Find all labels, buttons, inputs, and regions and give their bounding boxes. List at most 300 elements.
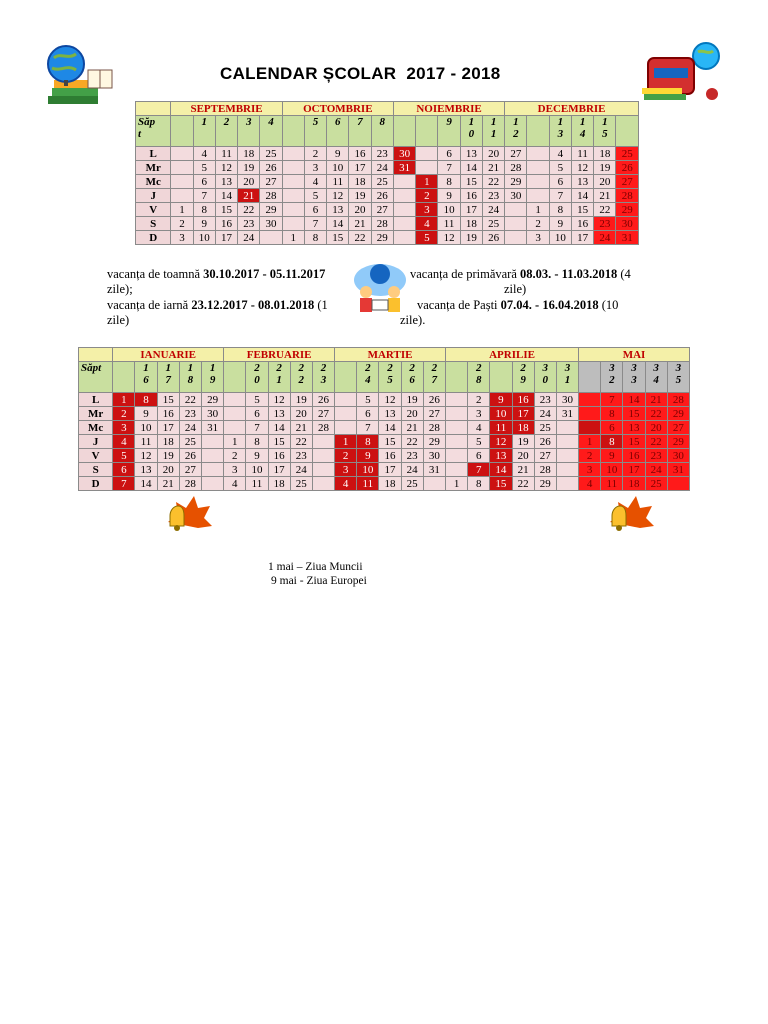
vacation-autumn-days: zile); [107, 282, 133, 296]
date-cell: 29 [505, 175, 527, 189]
week-number: 1 2 [505, 116, 527, 147]
date-cell: 14 [215, 189, 237, 203]
date-cell: 27 [371, 203, 393, 217]
vacation-winter-dates: 23.12.2017 - 08.01.2018 [191, 298, 315, 312]
date-cell: 28 [505, 161, 527, 175]
date-cell: 5 [357, 393, 379, 407]
date-cell: 13 [268, 407, 290, 421]
month-header: IANUARIE [113, 348, 224, 362]
date-cell: 22 [512, 477, 534, 491]
date-cell: 12 [571, 161, 593, 175]
date-cell [556, 477, 578, 491]
date-cell: 11 [438, 217, 460, 231]
date-cell: 11 [571, 147, 593, 161]
week-number [490, 362, 512, 393]
date-cell: 2 [304, 147, 326, 161]
date-cell [260, 231, 282, 245]
vacation-winter-days: zile) [107, 313, 130, 327]
date-cell: 7 [113, 477, 135, 491]
date-cell: 5 [549, 161, 571, 175]
date-cell: 18 [379, 477, 401, 491]
date-cell: 29 [423, 435, 445, 449]
date-cell [282, 161, 304, 175]
week-number [616, 116, 639, 147]
date-cell: 19 [460, 231, 482, 245]
date-cell: 6 [304, 203, 326, 217]
date-cell: 14 [268, 421, 290, 435]
date-cell: 18 [268, 477, 290, 491]
date-cell [201, 435, 223, 449]
date-cell: 4 [113, 435, 135, 449]
date-cell: 21 [482, 161, 504, 175]
date-cell: 6 [438, 147, 460, 161]
date-cell: 8 [601, 407, 623, 421]
date-cell: 1 [282, 231, 304, 245]
week-number [416, 116, 438, 147]
day-label: S [136, 217, 171, 231]
date-cell: 11 [246, 477, 268, 491]
date-cell: 28 [667, 393, 689, 407]
date-cell: 10 [135, 421, 157, 435]
date-cell: 30 [393, 147, 415, 161]
date-cell [282, 217, 304, 231]
vacation-winter-tail: (1 [314, 298, 328, 312]
date-cell: 22 [401, 435, 423, 449]
date-cell: 19 [157, 449, 179, 463]
date-cell [416, 161, 438, 175]
date-cell: 25 [401, 477, 423, 491]
date-cell: 24 [290, 463, 312, 477]
date-cell: 6 [246, 407, 268, 421]
vacation-autumn-dates: 30.10.2017 - 05.11.2017 [203, 267, 326, 281]
date-cell: 2 [224, 449, 246, 463]
month-header: APRILIE [445, 348, 578, 362]
date-cell: 22 [290, 435, 312, 449]
date-cell: 9 [490, 393, 512, 407]
date-cell [312, 435, 334, 449]
week-number: 1 4 [571, 116, 593, 147]
date-cell [527, 175, 549, 189]
month-header: MAI [579, 348, 690, 362]
month-header: SEPTEMBRIE [171, 102, 282, 116]
date-cell: 13 [327, 203, 349, 217]
date-cell: 1 [527, 203, 549, 217]
date-cell [224, 393, 246, 407]
date-cell [312, 463, 334, 477]
date-cell: 24 [534, 407, 556, 421]
date-cell: 29 [201, 393, 223, 407]
date-cell: 3 [527, 231, 549, 245]
date-cell: 25 [616, 147, 639, 161]
date-cell: 11 [327, 175, 349, 189]
date-cell: 12 [215, 161, 237, 175]
date-cell: 18 [623, 477, 645, 491]
day-label: Mc [136, 175, 171, 189]
date-cell: 13 [379, 407, 401, 421]
date-cell: 17 [460, 203, 482, 217]
week-number: 2 2 [290, 362, 312, 393]
date-cell: 7 [246, 421, 268, 435]
date-cell [393, 231, 415, 245]
date-cell: 16 [460, 189, 482, 203]
date-cell: 9 [357, 449, 379, 463]
date-cell: 16 [349, 147, 371, 161]
week-number [224, 362, 246, 393]
date-cell: 2 [468, 393, 490, 407]
date-cell: 26 [482, 231, 504, 245]
date-cell: 23 [401, 449, 423, 463]
date-cell: 24 [594, 231, 616, 245]
date-cell: 16 [215, 217, 237, 231]
date-cell: 4 [335, 477, 357, 491]
date-cell: 3 [171, 231, 193, 245]
date-cell: 4 [304, 175, 326, 189]
date-cell: 27 [423, 407, 445, 421]
date-cell: 5 [193, 161, 215, 175]
vacation-spring-dates: 08.03. - 11.03.2018 [520, 267, 618, 281]
date-cell: 2 [171, 217, 193, 231]
date-cell [171, 161, 193, 175]
date-cell: 26 [260, 161, 282, 175]
date-cell: 2 [416, 189, 438, 203]
date-cell: 20 [157, 463, 179, 477]
date-cell: 22 [594, 203, 616, 217]
date-cell: 1 [113, 393, 135, 407]
date-cell: 28 [423, 421, 445, 435]
date-cell [667, 477, 689, 491]
date-cell: 10 [601, 463, 623, 477]
date-cell: 31 [556, 407, 578, 421]
date-cell: 9 [549, 217, 571, 231]
date-cell: 17 [571, 231, 593, 245]
date-cell: 17 [512, 407, 534, 421]
date-cell: 1 [335, 435, 357, 449]
date-cell: 12 [379, 393, 401, 407]
date-cell: 13 [571, 175, 593, 189]
week-number: 9 [438, 116, 460, 147]
date-cell: 7 [601, 393, 623, 407]
date-cell: 3 [579, 463, 601, 477]
date-cell: 8 [438, 175, 460, 189]
holiday-list [268, 560, 367, 588]
date-cell: 10 [357, 463, 379, 477]
date-cell: 22 [645, 407, 667, 421]
date-cell: 4 [468, 421, 490, 435]
date-cell: 20 [401, 407, 423, 421]
date-cell: 19 [594, 161, 616, 175]
week-number: 5 [304, 116, 326, 147]
month-header: DECEMBRIE [505, 102, 639, 116]
vacation-spring [410, 267, 670, 297]
date-cell: 9 [193, 217, 215, 231]
date-cell: 15 [490, 477, 512, 491]
date-cell: 16 [571, 217, 593, 231]
autumn-bell-icon [162, 492, 214, 544]
week-number: 1 6 [135, 362, 157, 393]
date-cell: 9 [601, 449, 623, 463]
date-cell [282, 175, 304, 189]
date-cell: 25 [290, 477, 312, 491]
date-cell: 21 [512, 463, 534, 477]
day-label: Mr [136, 161, 171, 175]
date-cell: 14 [623, 393, 645, 407]
date-cell: 17 [379, 463, 401, 477]
date-cell: 6 [549, 175, 571, 189]
date-cell [505, 217, 527, 231]
date-cell: 27 [312, 407, 334, 421]
date-cell: 18 [349, 175, 371, 189]
day-label: Mr [79, 407, 113, 421]
date-cell: 9 [438, 189, 460, 203]
week-number: 3 4 [645, 362, 667, 393]
date-cell: 31 [667, 463, 689, 477]
day-label: V [136, 203, 171, 217]
date-cell: 28 [534, 463, 556, 477]
date-cell: 4 [579, 477, 601, 491]
date-cell [335, 407, 357, 421]
date-cell: 21 [349, 217, 371, 231]
date-cell: 8 [304, 231, 326, 245]
day-label: J [136, 189, 171, 203]
date-cell: 16 [157, 407, 179, 421]
date-cell: 10 [327, 161, 349, 175]
date-cell: 28 [260, 189, 282, 203]
date-cell [393, 217, 415, 231]
date-cell: 26 [312, 393, 334, 407]
date-cell: 5 [416, 231, 438, 245]
date-cell: 19 [512, 435, 534, 449]
week-number: 1 3 [549, 116, 571, 147]
date-cell: 10 [246, 463, 268, 477]
date-cell: 21 [290, 421, 312, 435]
day-label: L [136, 147, 171, 161]
week-number [113, 362, 135, 393]
date-cell: 6 [113, 463, 135, 477]
date-cell: 22 [179, 393, 201, 407]
date-cell [579, 407, 601, 421]
week-number: 3 3 [623, 362, 645, 393]
date-cell [335, 393, 357, 407]
month-header-spacer [79, 348, 113, 362]
date-cell [335, 421, 357, 435]
date-cell [505, 203, 527, 217]
date-cell: 11 [490, 421, 512, 435]
date-cell: 31 [393, 161, 415, 175]
date-cell: 18 [594, 147, 616, 161]
date-cell: 21 [157, 477, 179, 491]
week-number: 2 7 [423, 362, 445, 393]
date-cell: 7 [549, 189, 571, 203]
date-cell: 12 [135, 449, 157, 463]
date-cell [556, 449, 578, 463]
week-number: 1 8 [179, 362, 201, 393]
date-cell [282, 203, 304, 217]
date-cell [527, 189, 549, 203]
week-number: 1 0 [460, 116, 482, 147]
date-cell [445, 463, 467, 477]
date-cell [579, 393, 601, 407]
date-cell: 27 [260, 175, 282, 189]
date-cell [416, 147, 438, 161]
date-cell: 23 [594, 217, 616, 231]
week-number [282, 116, 304, 147]
date-cell: 29 [616, 203, 639, 217]
date-cell: 20 [645, 421, 667, 435]
date-cell: 12 [327, 189, 349, 203]
date-cell: 17 [215, 231, 237, 245]
week-number: 3 [238, 116, 260, 147]
vacation-spring-tail: (4 [617, 267, 631, 281]
date-cell: 23 [645, 449, 667, 463]
date-cell: 5 [468, 435, 490, 449]
week-number: 1 7 [157, 362, 179, 393]
date-cell: 2 [113, 407, 135, 421]
date-cell: 27 [179, 463, 201, 477]
date-cell: 12 [438, 231, 460, 245]
date-cell: 26 [179, 449, 201, 463]
week-number: 2 9 [512, 362, 534, 393]
date-cell: 30 [260, 217, 282, 231]
date-cell: 28 [371, 217, 393, 231]
date-cell: 15 [379, 435, 401, 449]
month-header: NOIEMBRIE [393, 102, 504, 116]
vacation-autumn [107, 267, 357, 297]
date-cell [445, 407, 467, 421]
week-label: Săpt [79, 362, 113, 393]
date-cell: 24 [238, 231, 260, 245]
date-cell: 31 [423, 463, 445, 477]
date-cell: 9 [135, 407, 157, 421]
date-cell: 25 [179, 435, 201, 449]
date-cell: 25 [482, 217, 504, 231]
date-cell: 6 [468, 449, 490, 463]
date-cell: 6 [193, 175, 215, 189]
date-cell [445, 449, 467, 463]
date-cell [393, 189, 415, 203]
month-header: MARTIE [335, 348, 446, 362]
date-cell: 8 [549, 203, 571, 217]
date-cell: 24 [482, 203, 504, 217]
date-cell: 4 [224, 477, 246, 491]
date-cell: 30 [667, 449, 689, 463]
date-cell: 28 [179, 477, 201, 491]
date-cell [201, 477, 223, 491]
date-cell: 19 [401, 393, 423, 407]
week-number [335, 362, 357, 393]
calendar-table-autumn [135, 101, 639, 245]
date-cell: 12 [268, 393, 290, 407]
date-cell [527, 161, 549, 175]
day-label: L [79, 393, 113, 407]
date-cell: 18 [238, 147, 260, 161]
week-number: 3 5 [667, 362, 689, 393]
date-cell: 7 [357, 421, 379, 435]
date-cell [445, 435, 467, 449]
date-cell: 15 [460, 175, 482, 189]
date-cell: 14 [379, 421, 401, 435]
date-cell [171, 175, 193, 189]
calendar-table-spring [78, 347, 690, 491]
day-label: S [79, 463, 113, 477]
date-cell: 27 [534, 449, 556, 463]
date-cell: 3 [468, 407, 490, 421]
date-cell: 7 [304, 217, 326, 231]
date-cell: 18 [512, 421, 534, 435]
date-cell [393, 203, 415, 217]
date-cell [171, 189, 193, 203]
date-cell: 24 [179, 421, 201, 435]
date-cell: 29 [371, 231, 393, 245]
date-cell: 2 [335, 449, 357, 463]
date-cell: 1 [171, 203, 193, 217]
vacation-easter [400, 298, 670, 328]
week-label: Săp t [136, 116, 171, 147]
date-cell: 9 [246, 449, 268, 463]
week-number: 2 5 [379, 362, 401, 393]
date-cell: 30 [505, 189, 527, 203]
date-cell: 8 [601, 435, 623, 449]
week-number: 3 0 [534, 362, 556, 393]
date-cell: 29 [667, 407, 689, 421]
date-cell: 1 [579, 435, 601, 449]
holiday-labour-day: 1 mai – Ziua Muncii [268, 561, 363, 573]
date-cell: 16 [379, 449, 401, 463]
date-cell: 13 [215, 175, 237, 189]
date-cell: 17 [349, 161, 371, 175]
date-cell: 21 [645, 393, 667, 407]
date-cell [282, 189, 304, 203]
date-cell: 12 [490, 435, 512, 449]
date-cell: 24 [371, 161, 393, 175]
date-cell: 7 [193, 189, 215, 203]
date-cell: 17 [623, 463, 645, 477]
date-cell: 20 [290, 407, 312, 421]
date-cell [282, 147, 304, 161]
vacation-spring-label: vacanța de primăvară [410, 267, 521, 281]
date-cell: 13 [460, 147, 482, 161]
week-number [527, 116, 549, 147]
date-cell: 3 [335, 463, 357, 477]
date-cell: 13 [623, 421, 645, 435]
date-cell: 4 [193, 147, 215, 161]
date-cell: 13 [490, 449, 512, 463]
date-cell: 8 [246, 435, 268, 449]
date-cell: 8 [193, 203, 215, 217]
date-cell: 26 [534, 435, 556, 449]
date-cell: 16 [512, 393, 534, 407]
date-cell: 17 [157, 421, 179, 435]
week-number: 2 3 [312, 362, 334, 393]
date-cell: 14 [571, 189, 593, 203]
week-number: 3 1 [556, 362, 578, 393]
date-cell: 21 [238, 189, 260, 203]
date-cell: 14 [135, 477, 157, 491]
date-cell: 22 [238, 203, 260, 217]
date-cell [224, 407, 246, 421]
day-label: V [79, 449, 113, 463]
date-cell: 11 [215, 147, 237, 161]
date-cell [201, 449, 223, 463]
week-number: 2 8 [468, 362, 490, 393]
day-label: J [79, 435, 113, 449]
date-cell: 8 [357, 435, 379, 449]
date-cell: 22 [482, 175, 504, 189]
date-cell: 10 [549, 231, 571, 245]
vacation-easter-days: zile). [400, 313, 426, 327]
date-cell: 27 [616, 175, 639, 189]
date-cell [445, 421, 467, 435]
date-cell: 23 [482, 189, 504, 203]
